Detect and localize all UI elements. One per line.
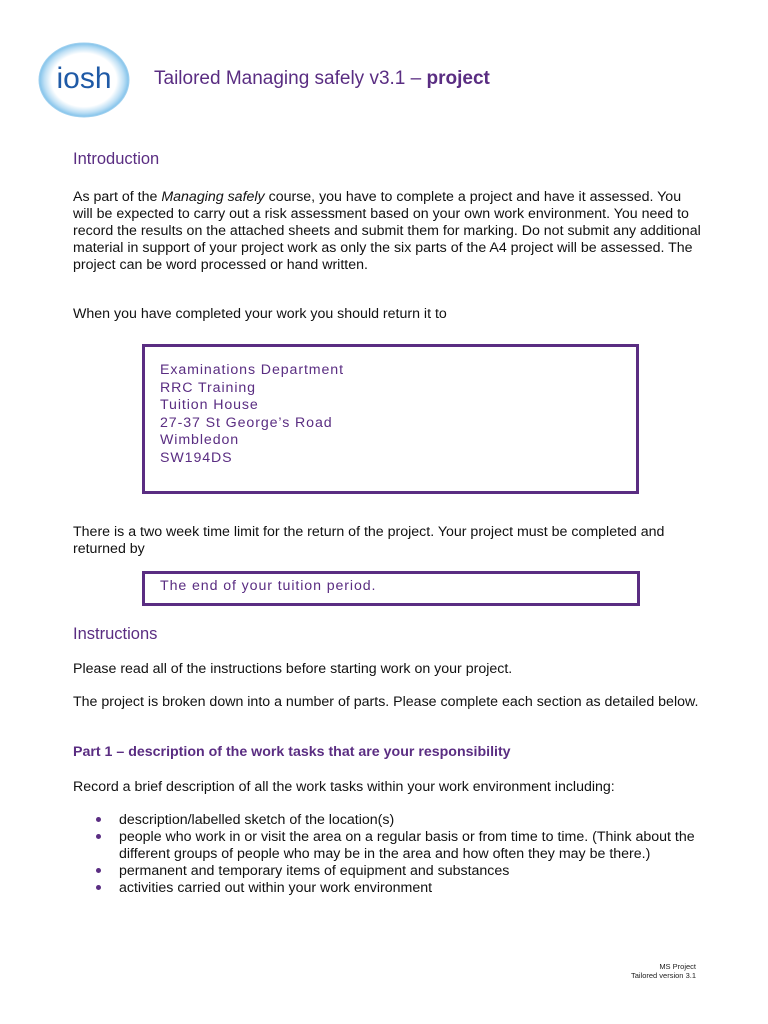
return-instruction: When you have completed your work you should return it to <box>73 306 447 322</box>
bullet-icon <box>96 885 101 890</box>
address-line: 27-37 St George’s Road <box>160 414 333 431</box>
address-line: RRC Training <box>160 379 256 396</box>
title-prefix: Tailored Managing safely v3.1 – <box>154 68 427 89</box>
deadline-box <box>142 571 640 606</box>
iosh-logo <box>38 42 130 118</box>
part-1-intro: Record a brief description of all the work tasks within your work environment including: <box>73 779 615 795</box>
course-name: Managing safely <box>161 189 265 205</box>
list-item <box>96 812 706 829</box>
instructions-paragraph-2: The project is broken down into a number of parts. Please complete each section as detailed below. <box>73 694 699 710</box>
list-item <box>96 829 706 863</box>
deadline-text: The end of your tuition period. <box>160 578 377 594</box>
title-bold: project <box>426 68 490 89</box>
bullet-icon <box>96 817 101 822</box>
time-limit-text: There is a two week time limit for the return of the project. Your project must be completed and returned by <box>73 524 665 557</box>
intro-text-rest: course, you have to complete a project and have it assessed. You will be expected to carry out a risk assessment based on your own work environment. You need to record the results on the attached sheets and submit them for marking. Do not submit any additional material in support of your project work as only the six parts of the A4 project will be assessed. The project can be word processed or hand written. <box>73 189 701 273</box>
document-title <box>154 68 490 90</box>
list-item-text: permanent and temporary items of equipment and substances <box>119 863 510 879</box>
address-box <box>142 344 639 494</box>
list-item-text: description/labelled sketch of the location(s) <box>119 812 395 828</box>
part-1-bullet-list <box>96 812 706 897</box>
logo-text: iosh <box>56 62 112 95</box>
address-line: Tuition House <box>160 397 259 414</box>
address-line: SW194DS <box>160 449 233 466</box>
list-item <box>96 880 706 897</box>
footer-line-2: Tailored version 3.1 <box>630 971 696 980</box>
list-item <box>96 863 706 880</box>
address-line: Examinations Department <box>160 362 344 378</box>
bullet-icon <box>96 868 101 873</box>
instructions-heading: Instructions <box>73 625 158 643</box>
list-item-text: activities carried out within your work environment <box>119 880 433 896</box>
list-item-text: people who work in or visit the area on a regular basis or from time to time. (Think about the different groups of people who may be in the area and how often they may be there.) <box>119 829 695 862</box>
page-footer <box>631 962 696 980</box>
footer-line-1: MS Project <box>659 962 696 971</box>
part-1-heading: Part 1 – description of the work tasks that are your responsibility <box>73 744 511 760</box>
introduction-paragraph <box>73 189 703 274</box>
introduction-heading: Introduction <box>73 150 160 168</box>
instructions-paragraph-1: Please read all of the instructions before starting work on your project. <box>73 661 513 677</box>
address-line: Wimbledon <box>160 432 240 449</box>
intro-text-start: As part of the <box>73 189 162 205</box>
bullet-icon <box>96 834 101 839</box>
